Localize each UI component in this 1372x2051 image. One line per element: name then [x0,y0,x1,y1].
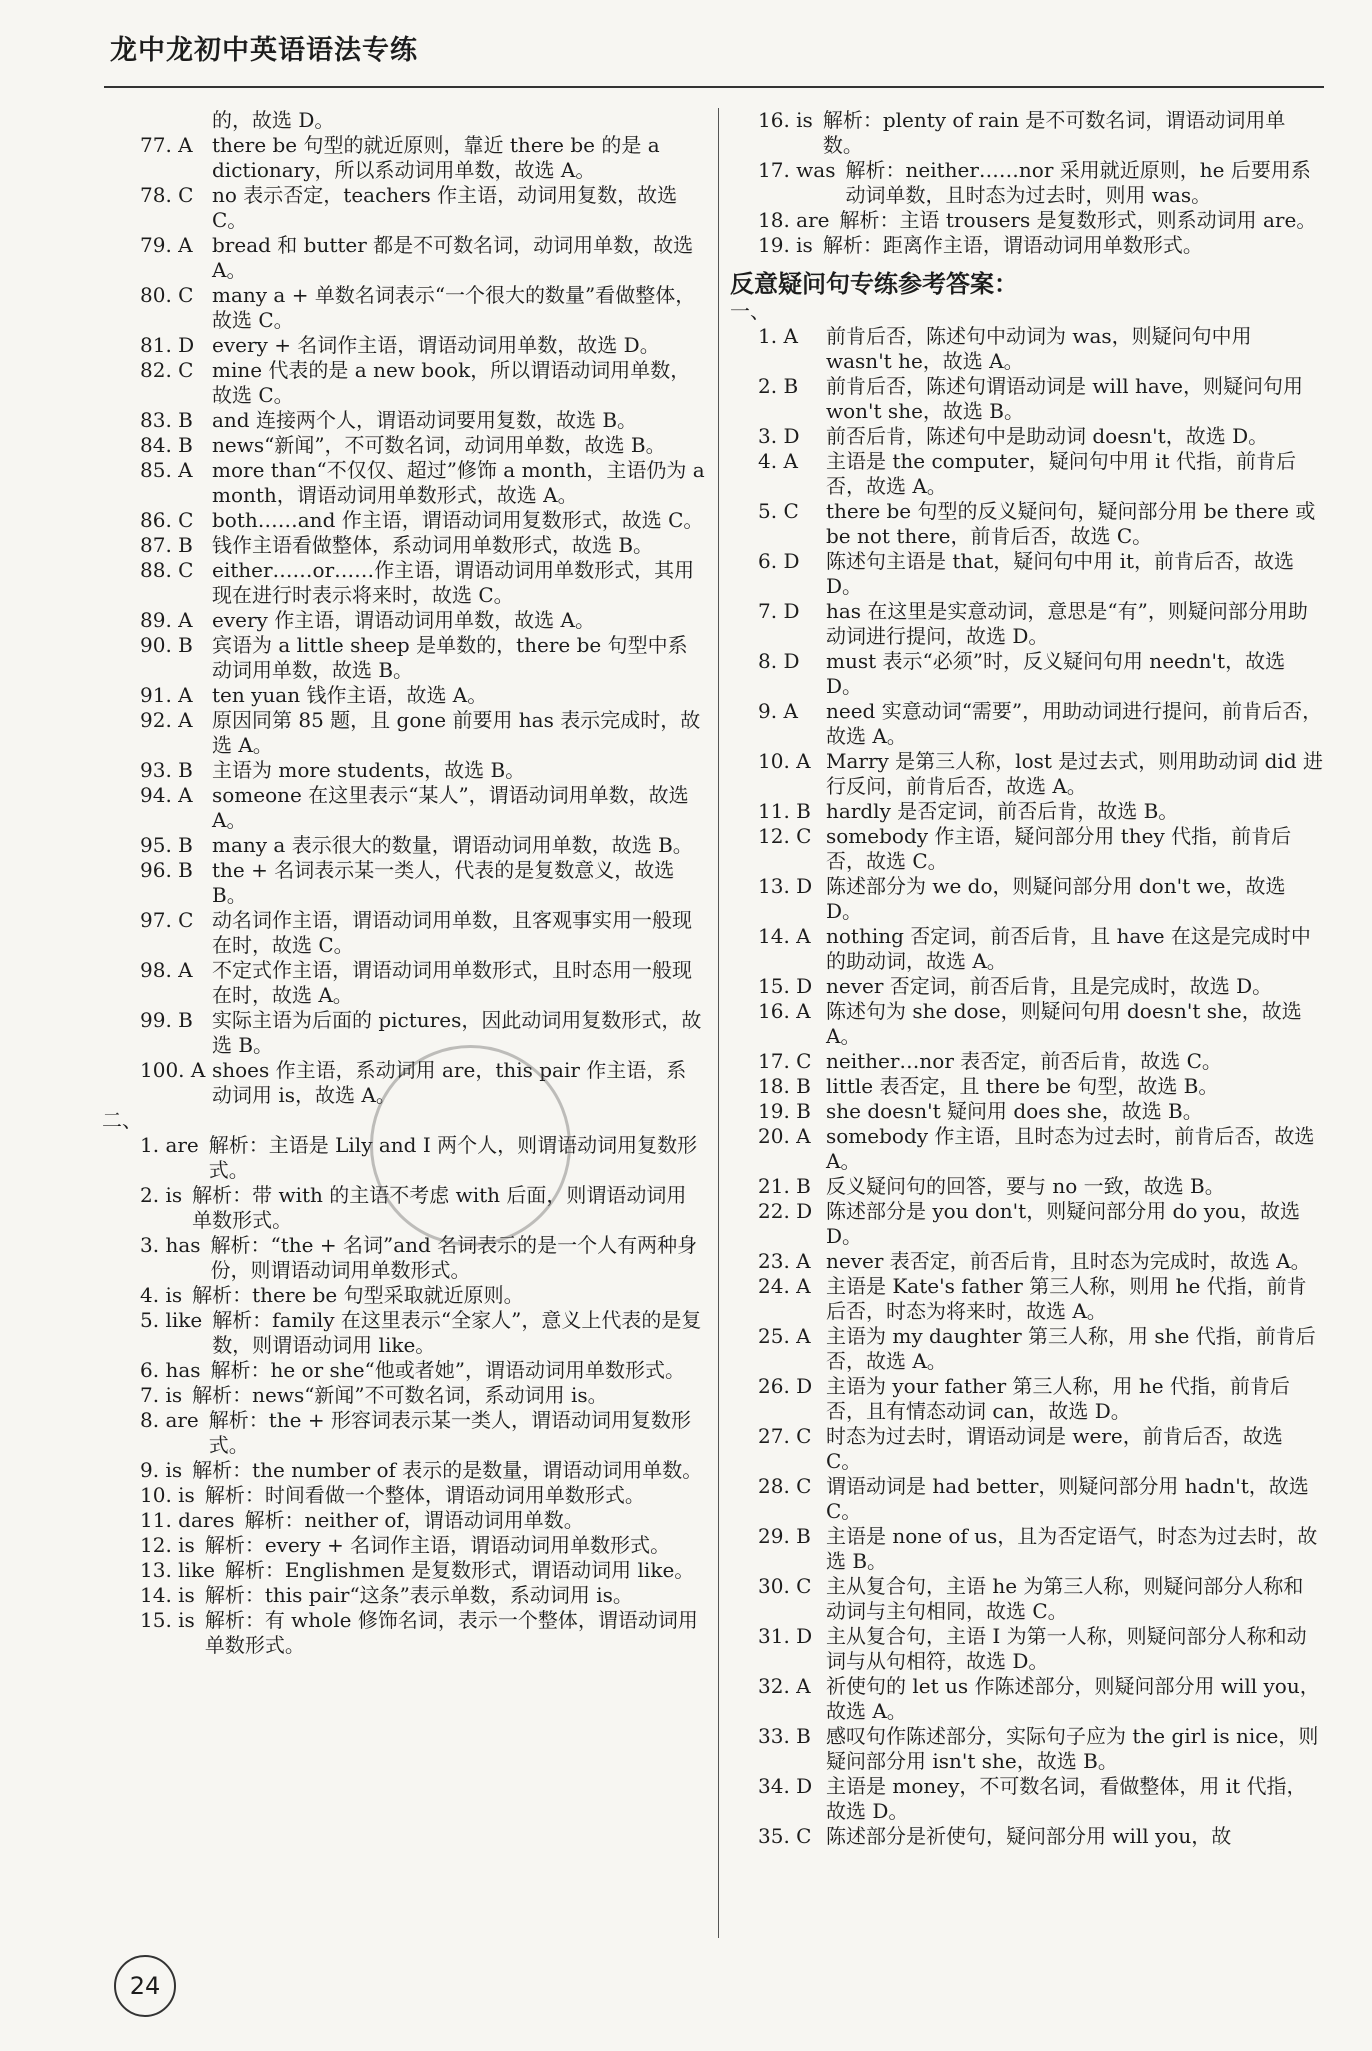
answer-number: 9. is [140,1458,183,1482]
answer-entry [758,1274,1323,1324]
answer-entry [140,408,705,433]
answer-entry [758,599,1323,649]
answer-explanation: 解析：every + 名词作主语，谓语动词用单数形式。 [204,1533,671,1557]
answer-explanation: 主语是 money，不可数名词，看做整体，用 it 代指，故选 D。 [826,1774,1307,1823]
answer-explanation: she doesn't 疑问用 does she，故选 B。 [826,1099,1203,1123]
answer-number: 13. like [140,1558,215,1582]
answer-entry [758,233,1323,258]
answer-number: 90. B [140,633,193,657]
answer-number: 86. C [140,508,194,532]
answer-number: 96. B [140,858,193,882]
left-column [102,108,705,1658]
answer-number: 84. B [140,433,193,457]
answer-number: 83. B [140,408,193,432]
answer-entry [758,1474,1323,1524]
answer-entry [758,1249,1323,1274]
answer-explanation: someone 在这里表示“某人”，谓语动词用单数，故选 A。 [212,783,689,832]
answer-explanation: 前否后肯，陈述句中是助动词 doesn't，故选 D。 [826,424,1269,448]
answer-number: 30. C [758,1574,812,1598]
answer-entry [758,1824,1323,1849]
tag-question-section-title: 反意疑问句专练参考答案： [730,270,1018,298]
answer-entry [140,358,705,408]
answer-entry [140,958,705,1008]
answer-number: 12. C [758,824,812,848]
answer-explanation: 陈述部分是 you don't，则疑问部分用 do you，故选 D。 [826,1199,1300,1248]
answer-number: 16. is [758,108,813,132]
answer-explanation: 陈述部分是祈使句，疑问部分用 will you，故 [826,1824,1232,1848]
answer-explanation: 解析：the number of 表示的是数量，谓语动词用单数。 [192,1458,703,1482]
answer-number: 11. B [758,799,811,823]
answer-explanation: need 实意动词“需要”，用助动词进行提问，前肯后否，故选 A。 [826,699,1323,748]
answer-explanation: 原因同第 85 题，且 gone 前要用 has 表示完成时，故选 A。 [212,708,701,757]
answer-entry [140,1308,705,1358]
answer-entry [758,1424,1323,1474]
answer-entry [140,433,705,458]
answer-number: 79. A [140,233,193,257]
answer-entry [758,549,1323,599]
answer-entry [140,708,705,758]
answer-explanation: many a 表示很大的数量，谓语动词用单数，故选 B。 [212,833,693,857]
answer-number: 97. C [140,908,194,932]
answer-explanation: 谓语动词是 had better，则疑问部分用 hadn't，故选 C。 [826,1474,1309,1523]
answer-explanation: never 否定词，前否后肯，且是完成时，故选 D。 [826,974,1273,998]
answer-number: 9. A [758,699,798,723]
answer-explanation: 祈使句的 let us 作陈述部分，则疑问部分用 will you，故选 A。 [826,1674,1320,1723]
answer-entry [140,1458,705,1483]
answer-number: 7. is [140,1383,183,1407]
answer-number: 18. B [758,1074,811,1098]
answer-number: 17. C [758,1049,812,1073]
header-rule [104,86,1324,88]
answer-number: 88. C [140,558,194,582]
answer-entry [758,1524,1323,1574]
answer-explanation: every + 名词作主语，谓语动词用单数，故选 D。 [212,333,660,357]
answer-number: 7. D [758,599,800,623]
answer-entry [758,1324,1323,1374]
answer-explanation: 解析：neither of，谓语动词用单数。 [244,1508,584,1532]
answer-number: 14. is [140,1583,195,1607]
answer-number: 94. A [140,783,193,807]
answer-entry [140,908,705,958]
answer-entry [758,1574,1323,1624]
answer-entry [758,799,1323,824]
answer-explanation: 解析：there be 句型采取就近原则。 [192,1283,524,1307]
answer-number: 10. A [758,749,811,773]
answer-number: 8. are [140,1408,199,1432]
answer-entry [758,1074,1323,1099]
answer-explanation: must 表示“必须”时，反义疑问句用 needn't，故选 D。 [826,649,1286,698]
answer-entry [758,699,1323,749]
answer-number: 6. has [140,1358,201,1382]
answer-explanation: 感叹句作陈述部分，实际句子应为 the girl is nice，则疑问部分用 isn't she，故选 B。 [826,1724,1319,1773]
answer-explanation: 解析：plenty of rain 是不可数名词，谓语动词用单数。 [822,108,1286,157]
answer-number: 13. D [758,874,813,898]
answer-entry [140,108,705,133]
answer-entry [758,749,1323,799]
answer-number: 3. D [758,424,800,448]
answer-entry [140,683,705,708]
answer-entry [758,649,1323,699]
answer-explanation: 解析：距离作主语，谓语动词用单数形式。 [822,233,1203,257]
answer-number: 25. A [758,1324,811,1348]
answer-explanation: 主语为 my daughter 第三人称，用 she 代指，前肯后否，故选 A。 [826,1324,1316,1373]
answer-number: 23. A [758,1249,811,1273]
answer-number: 14. A [758,924,811,948]
answer-number: 3. has [140,1233,201,1257]
answer-number: 89. A [140,608,193,632]
answer-explanation: many a + 单数名词表示“一个很大的数量”看做整体，故选 C。 [212,283,696,332]
answer-number: 1. are [140,1133,199,1157]
answer-number: 12. is [140,1533,195,1557]
answer-entry [758,924,1323,974]
answer-number: 28. C [758,1474,812,1498]
answer-entry [140,1358,705,1383]
answer-entry [140,608,705,633]
answer-explanation: 解析：neither……nor 采用就近原则，he 后要用系动词单数，且时态为过去时，则用 was。 [845,158,1311,207]
answer-explanation: 主语为 more students，故选 B。 [212,758,526,782]
answer-explanation: 解析：he or she“他或者她”，谓语动词用单数形式。 [210,1358,685,1382]
answer-entry [758,374,1323,424]
answer-number: 4. A [758,449,798,473]
answer-number: 31. D [758,1624,813,1648]
answer-entry [140,1483,705,1508]
answer-explanation: 解析：时间看做一个整体，谓语动词用单数形式。 [204,1483,645,1507]
answer-entry [758,208,1323,233]
answer-explanation: no 表示否定，teachers 作主语，动词用复数，故选 C。 [212,183,678,232]
answer-entry [140,283,705,333]
answer-explanation: and 连接两个人，谓语动词要用复数，故选 B。 [212,408,638,432]
answer-entry [140,333,705,358]
answer-entry [758,1199,1323,1249]
section-two-label: 二、 [102,1108,142,1132]
answer-number: 100. A [140,1058,206,1082]
answer-number: 18. are [758,208,830,232]
answer-explanation: 解析：“the + 名词”and 名词表示的是一个人有两种身份，则谓语动词用单数形式。 [210,1233,698,1282]
answer-explanation: there be 句型的反义疑问句，疑问部分用 be there 或 be not there，前肯后否，故选 C。 [826,499,1316,548]
answer-explanation: 实际主语为后面的 pictures，因此动词用复数形式，故选 B。 [212,1008,702,1057]
answer-number: 91. A [140,683,193,707]
answer-explanation: 解析：有 whole 修饰名词，表示一个整体，谓语动词用单数形式。 [204,1608,698,1657]
answer-explanation: the + 名词表示某一类人，代表的是复数意义，故选 B。 [212,858,675,907]
answer-explanation: 解析：主语是 Lily and I 两个人，则谓语动词用复数形式。 [208,1133,698,1182]
answer-explanation: 主从复合句，主语 he 为第三人称，则疑问部分人称和动词与主句相同，故选 C。 [826,1574,1304,1623]
answer-entry [758,1624,1323,1674]
answer-number: 5. like [140,1308,203,1332]
answer-explanation: nothing 否定词，前否后肯，且 have 在这是完成时中的助动词，故选 A。 [826,924,1311,973]
answer-number: 87. B [140,533,193,557]
answer-explanation: news“新闻”，不可数名词，动词用单数，故选 B。 [212,433,666,457]
answer-entry [758,1374,1323,1424]
answer-explanation: 陈述部分为 we do，则疑问部分用 don't we，故选 D。 [826,874,1286,923]
answer-explanation: 陈述句为 she dose，则疑问句用 doesn't she，故选 A。 [826,999,1302,1048]
answer-entry [758,449,1323,499]
answer-explanation: somebody 作主语，疑问部分用 they 代指，前肯后否，故选 C。 [826,824,1292,873]
answer-entry [140,758,705,783]
answer-number: 15. D [758,974,813,998]
answer-entry [758,1124,1323,1174]
answer-number: 26. D [758,1374,813,1398]
answer-entry [140,783,705,833]
answer-number: 33. B [758,1724,811,1748]
answer-number: 29. B [758,1524,811,1548]
answer-number: 8. D [758,649,800,673]
answer-number: 19. is [758,233,813,257]
answer-entry [758,1774,1323,1824]
answer-entry [140,633,705,683]
answer-number: 77. A [140,133,193,157]
answer-entry [140,183,705,233]
answer-number: 1. A [758,324,798,348]
answer-entry [140,533,705,558]
answer-entry [758,1049,1323,1074]
answer-explanation: 解析：news“新闻”不可数名词，系动词用 is。 [192,1383,608,1407]
answer-explanation: 解析：Englishmen 是复数形式，谓语动词用 like。 [224,1558,695,1582]
page-header-title: 龙中龙初中英语语法专练 [110,35,418,66]
answer-number: 95. B [140,833,193,857]
answer-explanation: there be 句型的就近原则，靠近 there be 的是 a dictionary，所以系动词用单数，故选 A。 [212,133,660,182]
answer-number: 34. D [758,1774,813,1798]
answer-explanation: 解析：this pair“这条”表示单数，系动词用 is。 [204,1583,633,1607]
answer-explanation: 前肯后否，陈述句谓语动词是 will have，则疑问句用 won't she，故选 B。 [826,374,1303,423]
answer-number: 4. is [140,1283,183,1307]
answer-entry [140,133,705,183]
right-column [730,108,1323,1849]
answer-explanation: more than“不仅仅、超过”修饰 a month，主语仍为 a month，谓语动词用单数形式，故选 A。 [212,458,705,507]
answer-number: 16. A [758,999,811,1023]
answer-explanation: 主从复合句，主语 I 为第一人称，则疑问部分人称和动词与从句相符，故选 D。 [826,1624,1307,1673]
answer-entry [758,1724,1323,1774]
answer-entry [758,999,1323,1049]
answer-explanation: 主语是 none of us，且为否定语气，时态为过去时，故选 B。 [826,1524,1318,1573]
answer-entry [140,1533,705,1558]
answer-number: 32. A [758,1674,811,1698]
right-top-answers [758,108,1323,258]
answer-number: 80. C [140,283,194,307]
answer-number: 35. C [758,1824,812,1848]
answer-explanation: 主语是 Kate's father 第三人称，则用 he 代指，前肯后否，时态为将来时，故选 A。 [826,1274,1307,1323]
answer-explanation: has 在这里是实意动词，意思是“有”，则疑问部分用助动词进行提问，故选 D。 [826,599,1308,648]
answer-entry [140,558,705,608]
answer-explanation: 解析：family 在这里表示“全家人”，意义上代表的是复数，则谓语动词用 like。 [212,1308,702,1357]
answer-entry [140,1408,705,1458]
answer-number: 2. is [140,1183,183,1207]
answer-explanation: ten yuan 钱作主语，故选 A。 [212,683,488,707]
answer-number: 21. B [758,1174,811,1198]
answer-number: 92. A [140,708,193,732]
answer-explanation: 解析：the + 形容词表示某一类人，谓语动词用复数形式。 [208,1408,691,1457]
answer-entry [758,974,1323,999]
answer-explanation: 宾语为 a little sheep 是单数的，there be 句型中系动词用单数，故选 B。 [212,633,688,682]
answer-entry [758,108,1323,158]
answer-explanation: mine 代表的是 a new book，所以谓语动词用单数，故选 C。 [212,358,691,407]
answer-entry [140,508,705,533]
answer-number: 11. dares [140,1508,235,1532]
answer-explanation: 解析：主语 trousers 是复数形式，则系动词用 are。 [839,208,1317,232]
answer-explanation: both……and 作主语，谓语动词用复数形式，故选 C。 [212,508,704,532]
answer-explanation: 反义疑问句的回答，要与 no 一致，故选 B。 [826,1174,1225,1198]
answer-number: 22. D [758,1199,813,1223]
answer-number: 99. B [140,1008,193,1032]
answer-entry [758,874,1323,924]
page-number: 24 [114,1955,176,2017]
answer-entry [140,458,705,508]
answer-explanation: bread 和 butter 都是不可数名词，动词用单数，故选 A。 [212,233,694,282]
answer-explanation: 主语是 the computer，疑问句中用 it 代指，前肯后否，故选 A。 [826,449,1296,498]
answer-explanation: 时态为过去时，谓语动词是 were，前肯后否，故选 C。 [826,1424,1283,1473]
answer-explanation: Marry 是第三人称，lost 是过去式，则用助动词 did 进行反问，前肯后否，故选 A。 [826,749,1323,798]
answer-number: 27. C [758,1424,812,1448]
answer-explanation: shoes 作主语，系动词用 are，this pair 作主语，系动词用 is，故选 A。 [212,1058,687,1107]
left-top-answers [140,108,705,1108]
column-divider [718,108,719,1938]
answer-entry [140,1558,705,1583]
answer-entry [140,1583,705,1608]
answer-explanation: 动名词作主语，谓语动词用单数，且客观事实用一般现在时，故选 C。 [212,908,692,957]
answer-number: 17. was [758,158,836,182]
answer-number: 20. A [758,1124,811,1148]
answer-number: 5. C [758,499,799,523]
answer-number: 24. A [758,1274,811,1298]
watermark-stamp [370,1045,571,1246]
answer-explanation: every 作主语，谓语动词用单数，故选 A。 [212,608,595,632]
answer-entry [758,824,1323,874]
answer-entry [758,1674,1323,1724]
answer-explanation: neither…nor 表否定，前否后肯，故选 C。 [826,1049,1222,1073]
answer-entry [140,1233,705,1283]
section-one-label: 一、 [730,299,770,323]
answer-explanation: 的，故选 D。 [212,108,335,132]
answer-entry [140,1283,705,1308]
answer-explanation: 陈述句主语是 that，疑问句中用 it，前肯后否，故选 D。 [826,549,1295,598]
answer-number: 98. A [140,958,193,982]
answer-explanation: hardly 是否定词，前否后肯，故选 B。 [826,799,1179,823]
answer-explanation: either……or……作主语，谓语动词用单数形式，其用现在进行时表示将来时，故选 C。 [212,558,695,607]
answer-entry [140,1383,705,1408]
answer-entry [140,1008,705,1058]
answer-entry [140,233,705,283]
answer-explanation: 主语为 your father 第三人称，用 he 代指，前肯后否，且有情态动词 can，故选 D。 [826,1374,1290,1423]
answer-number: 93. B [140,758,193,782]
answer-entry [758,324,1323,374]
answer-explanation: never 表否定，前否后肯，且时态为完成时，故选 A。 [826,1249,1311,1273]
answer-entry [140,1508,705,1533]
answer-entry [140,833,705,858]
answer-number: 15. is [140,1608,195,1632]
answer-number: 19. B [758,1099,811,1123]
answer-explanation: somebody 作主语，且时态为过去时，前肯后否，故选 A。 [826,1124,1315,1173]
answer-number: 10. is [140,1483,195,1507]
answer-entry [140,858,705,908]
answer-number: 82. C [140,358,194,382]
answer-number: 85. A [140,458,193,482]
answer-entry [758,158,1323,208]
answer-entry [758,499,1323,549]
answer-number: 78. C [140,183,194,207]
answer-number: 6. D [758,549,800,573]
answer-explanation: 钱作主语看做整体，系动词用单数形式，故选 B。 [212,533,654,557]
answer-entry [758,1174,1323,1199]
answer-number: 81. D [140,333,195,357]
answer-explanation: 不定式作主语，谓语动词用单数形式，且时态用一般现在时，故选 A。 [212,958,692,1007]
answer-explanation: little 表否定，且 there be 句型，故选 B。 [826,1074,1219,1098]
answer-entry [758,1099,1323,1124]
answer-number: 2. B [758,374,799,398]
tag-question-answers [758,324,1323,1849]
answer-explanation: 前肯后否，陈述句中动词为 was，则疑问句中用 wasn't he，故选 A。 [826,324,1252,373]
answer-explanation: 解析：带 with 的主语不考虑 with 后面，则谓语动词用单数形式。 [192,1183,687,1232]
answer-entry [140,1608,705,1658]
answer-entry [758,424,1323,449]
